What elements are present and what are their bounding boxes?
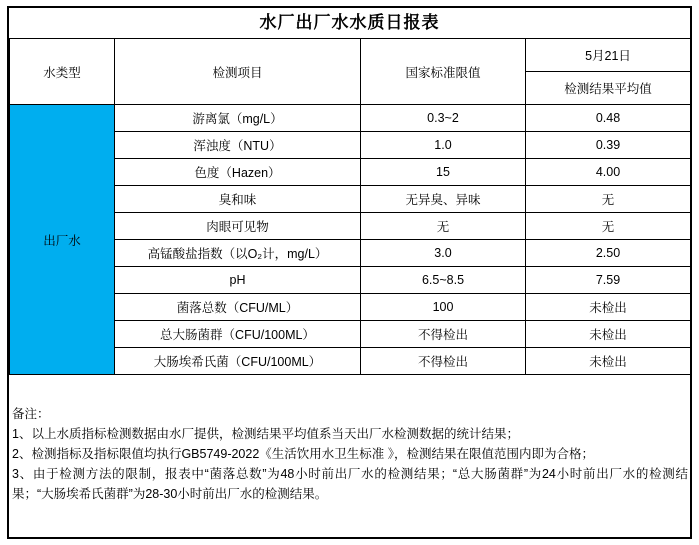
standard-value: 15 [361, 159, 526, 186]
notes-line-2: 2、检测指标及指标限值均执行GB5749-2022《生活饮用水卫生标准 》，检测结果在限值范围内即为合格； [12, 447, 595, 461]
header-national-standard: 国家标准限值 [361, 39, 526, 105]
result-value: 0.48 [526, 105, 691, 132]
notes-line-3: 3、由于检测方法的限制，报表中“菌落总数”为48小时前出厂水的检测结果；“总大肠菌群”为24小时前出厂水的检测结果；“大肠埃希氏菌群”为28-30小时前出厂水的检测结果。 [12, 467, 688, 501]
standard-value: 6.5~8.5 [361, 267, 526, 294]
result-value: 0.39 [526, 132, 691, 159]
test-item-name: 色度（Hazen） [115, 159, 361, 186]
result-value: 2.50 [526, 240, 691, 267]
notes-line-1: 1、以上水质指标检测数据由水厂提供，检测结果平均值系当天出厂水检测数据的统计结果； [12, 427, 519, 441]
result-value: 4.00 [526, 159, 691, 186]
water-quality-table [9, 38, 691, 375]
page-title: 水厂出厂水水质日报表 [259, 13, 440, 32]
test-item-name: 肉眼可见物 [115, 213, 361, 240]
standard-value: 不得检出 [361, 321, 526, 348]
test-item-name: 总大肠菌群（CFU/100ML） [115, 321, 361, 348]
test-item-name: 游离氯（mg/L） [115, 105, 361, 132]
result-value: 未检出 [526, 294, 691, 321]
header-test-item: 检测项目 [115, 39, 361, 105]
notes-label: 备注： [12, 407, 50, 421]
standard-value: 0.3~2 [361, 105, 526, 132]
notes-section [12, 404, 688, 504]
test-item-name: 臭和味 [115, 186, 361, 213]
result-value: 无 [526, 213, 691, 240]
standard-value: 100 [361, 294, 526, 321]
test-item-name: 菌落总数（CFU/ML） [115, 294, 361, 321]
result-value: 未检出 [526, 348, 691, 375]
test-item-name: 浑浊度（NTU） [115, 132, 361, 159]
table-header-row [10, 39, 691, 72]
standard-value: 不得检出 [361, 348, 526, 375]
standard-value: 1.0 [361, 132, 526, 159]
result-value: 7.59 [526, 267, 691, 294]
result-value: 无 [526, 186, 691, 213]
header-result-average: 检测结果平均值 [526, 72, 691, 105]
standard-value: 无 [361, 213, 526, 240]
standard-value: 无异臭、异味 [361, 186, 526, 213]
result-value: 未检出 [526, 321, 691, 348]
standard-value: 3.0 [361, 240, 526, 267]
table-row [10, 105, 691, 132]
header-date: 5月21日 [526, 39, 691, 72]
test-item-name: 高锰酸盐指数（以O₂计，mg/L） [115, 240, 361, 267]
test-item-name: 大肠埃希氏菌（CFU/100ML） [115, 348, 361, 375]
test-item-name: pH [115, 267, 361, 294]
water-type-value: 出厂水 [10, 105, 115, 375]
header-water-type: 水类型 [10, 39, 115, 105]
